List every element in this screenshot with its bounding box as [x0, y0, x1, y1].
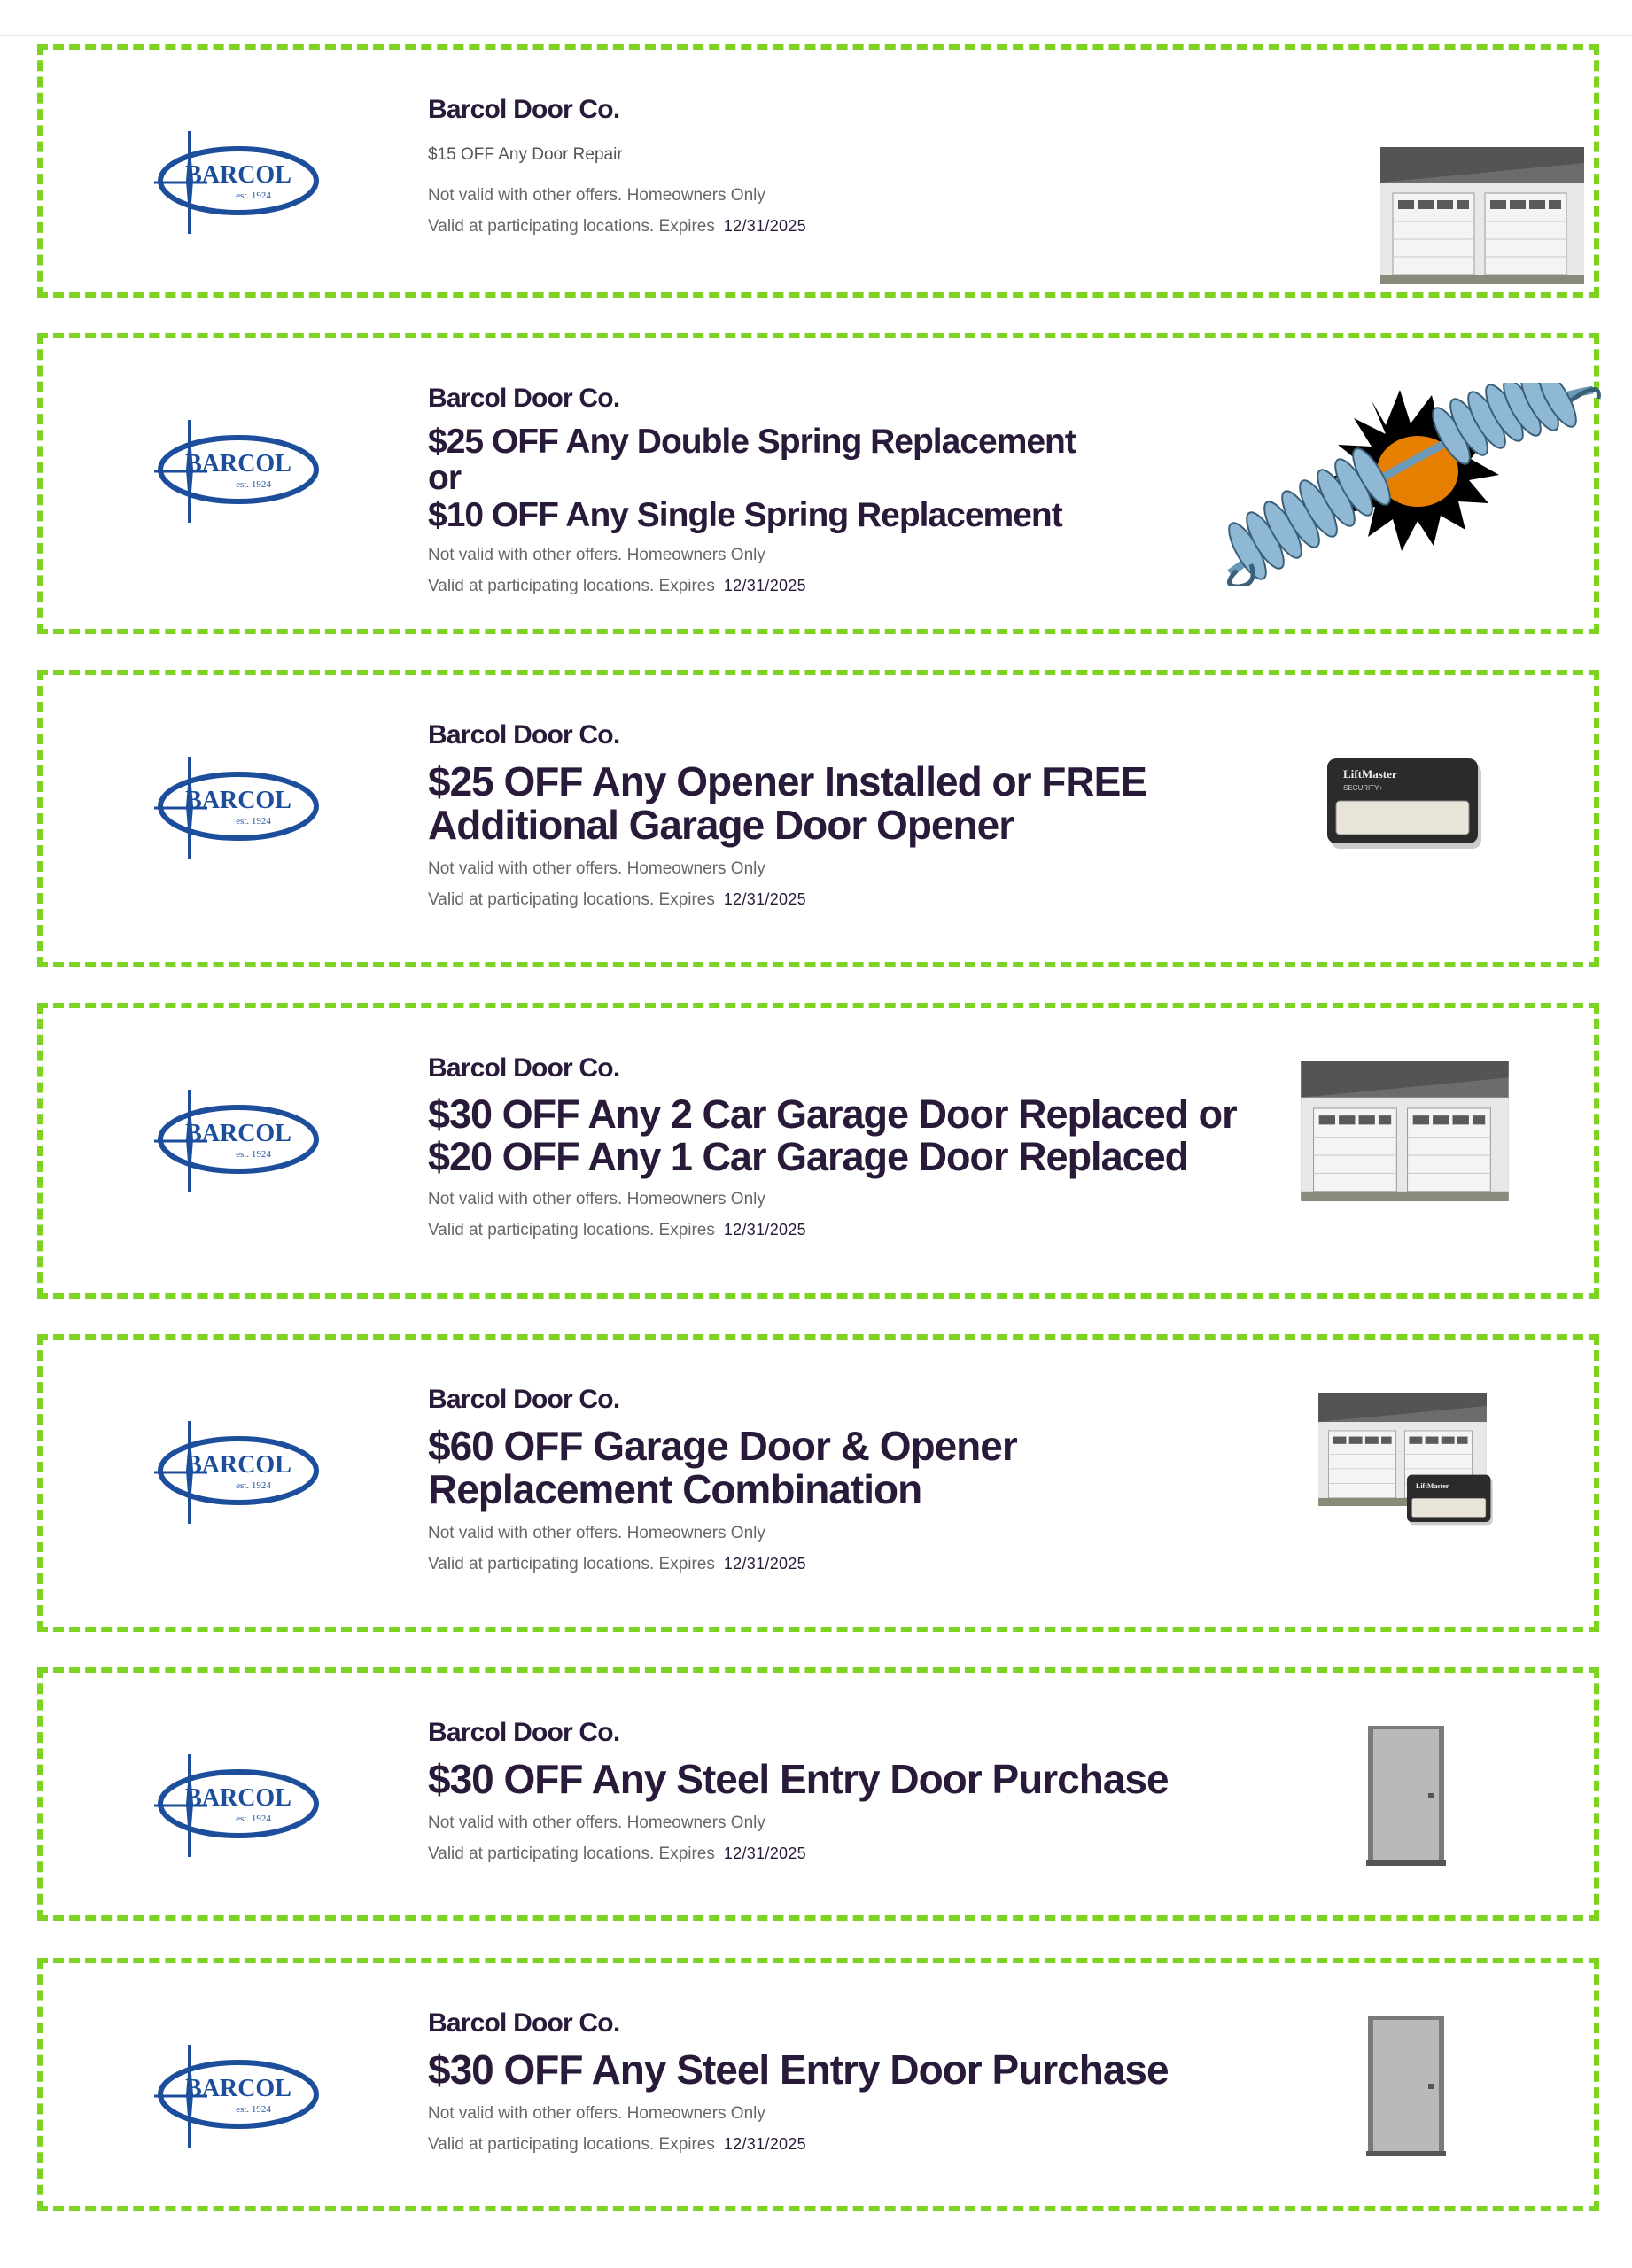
svg-text:est. 1924: est. 1924 [236, 1480, 271, 1491]
offer-headline: $30 OFF Any 2 Car Garage Door Replaced or $20 OFF Any 1 Car Garage Door Replaced [428, 1091, 1237, 1179]
coupon-card[interactable] [37, 1958, 1599, 2211]
expiry-date: 12/31/2025 [723, 1221, 806, 1239]
company-name: Barcol Door Co. [428, 95, 620, 124]
company-name: Barcol Door Co. [428, 1718, 620, 1747]
svg-text:est. 1924: est. 1924 [236, 1814, 271, 1824]
svg-text:LiftMaster: LiftMaster [1343, 767, 1397, 781]
expiry-date: 12/31/2025 [723, 1554, 806, 1573]
remote-photo [1327, 755, 1487, 852]
garage-door-photo [1301, 1061, 1509, 1201]
offer-validity: Valid at participating locations. Expires 12/31/2025 [428, 2134, 806, 2154]
offer-validity: Valid at participating locations. Expires 12/31/2025 [428, 1554, 806, 1573]
broken-spring-illustration [1212, 383, 1602, 586]
offer-validity: Valid at participating locations. Expires 12/31/2025 [428, 889, 806, 909]
expiry-date: 12/31/2025 [723, 1844, 806, 1862]
svg-text:BARCOL: BARCOL [185, 1120, 291, 1147]
expiry-date: 12/31/2025 [723, 889, 806, 908]
coupon-card[interactable] [37, 1003, 1599, 1299]
steel-door-photo [1366, 1724, 1446, 1866]
svg-text:BARCOL: BARCOL [185, 1784, 291, 1812]
svg-text:BARCOL: BARCOL [185, 1451, 291, 1479]
offer-validity: Valid at participating locations. Expires 12/31/2025 [428, 576, 806, 595]
barcol-logo-icon [154, 418, 323, 524]
offer-headline: $60 OFF Garage Door & Opener Replacement Combination [428, 1423, 1017, 1512]
offer-terms: Not valid with other offers. Homeowners Only [428, 858, 765, 878]
company-name: Barcol Door Co. [428, 1053, 620, 1083]
expiry-date: 12/31/2025 [723, 2134, 806, 2153]
offer-terms: Not valid with other offers. Homeowners Only [428, 2103, 765, 2123]
offer-headline: $30 OFF Any Steel Entry Door Purchase [428, 2047, 1169, 2093]
svg-text:est. 1924: est. 1924 [236, 816, 271, 827]
svg-text:est. 1924: est. 1924 [236, 2104, 271, 2115]
steel-door-photo [1366, 2015, 1446, 2156]
offer-terms: Not valid with other offers. Homeowners Only [428, 1813, 765, 1832]
barcol-logo-icon [154, 1088, 323, 1194]
company-name: Barcol Door Co. [428, 1385, 620, 1414]
offer-headline: $25 OFF Any Opener Installed or FREE Additional Garage Door Opener [428, 758, 1146, 848]
coupon-card[interactable] [37, 670, 1599, 967]
offer-terms: Not valid with other offers. Homeowners Only [428, 1190, 765, 1209]
barcol-logo-icon [154, 1419, 323, 1526]
offer-validity: Valid at participating locations. Expires 12/31/2025 [428, 217, 806, 236]
garage-and-remote-photo [1318, 1393, 1496, 1534]
expiry-date: 12/31/2025 [723, 576, 806, 594]
svg-text:est. 1924: est. 1924 [236, 479, 271, 490]
svg-text:LiftMaster: LiftMaster [1416, 1482, 1449, 1490]
expiry-date: 12/31/2025 [723, 217, 806, 235]
top-rule [0, 0, 1632, 36]
svg-text:SECURITY+: SECURITY+ [1343, 784, 1384, 792]
svg-text:est. 1924: est. 1924 [236, 190, 271, 201]
offer-terms: Not valid with other offers. Homeowners Only [428, 1523, 765, 1542]
coupon-card[interactable] [37, 1334, 1599, 1632]
offer-headline: $30 OFF Any Steel Entry Door Purchase [428, 1756, 1169, 1802]
company-name: Barcol Door Co. [428, 2008, 620, 2038]
coupon-card[interactable] [37, 44, 1599, 298]
svg-text:est. 1924: est. 1924 [236, 1149, 271, 1160]
offer-validity: Valid at participating locations. Expires 12/31/2025 [428, 1221, 806, 1240]
company-name: Barcol Door Co. [428, 720, 620, 750]
coupon-card[interactable] [37, 333, 1599, 634]
barcol-logo-icon [154, 129, 323, 236]
barcol-logo-icon [154, 2043, 323, 2149]
svg-text:BARCOL: BARCOL [185, 450, 291, 478]
offer-terms: Not valid with other offers. Homeowners Only [428, 545, 765, 564]
barcol-logo-icon [154, 755, 323, 861]
barcol-logo-icon [154, 1752, 323, 1859]
coupon-card[interactable] [37, 1667, 1599, 1921]
offer-validity: Valid at participating locations. Expires 12/31/2025 [428, 1844, 806, 1863]
offer-terms: Not valid with other offers. Homeowners Only [428, 186, 765, 205]
garage-door-photo [1380, 147, 1584, 284]
company-name: Barcol Door Co. [428, 384, 620, 413]
svg-text:BARCOL: BARCOL [185, 787, 291, 814]
offer-headline: $15 OFF Any Door Repair [428, 145, 623, 164]
svg-text:BARCOL: BARCOL [185, 161, 291, 189]
svg-text:BARCOL: BARCOL [185, 2075, 291, 2102]
offer-headline: $25 OFF Any Double Spring Replacement or $10 OFF Any Single Spring Replacement [428, 423, 1076, 534]
